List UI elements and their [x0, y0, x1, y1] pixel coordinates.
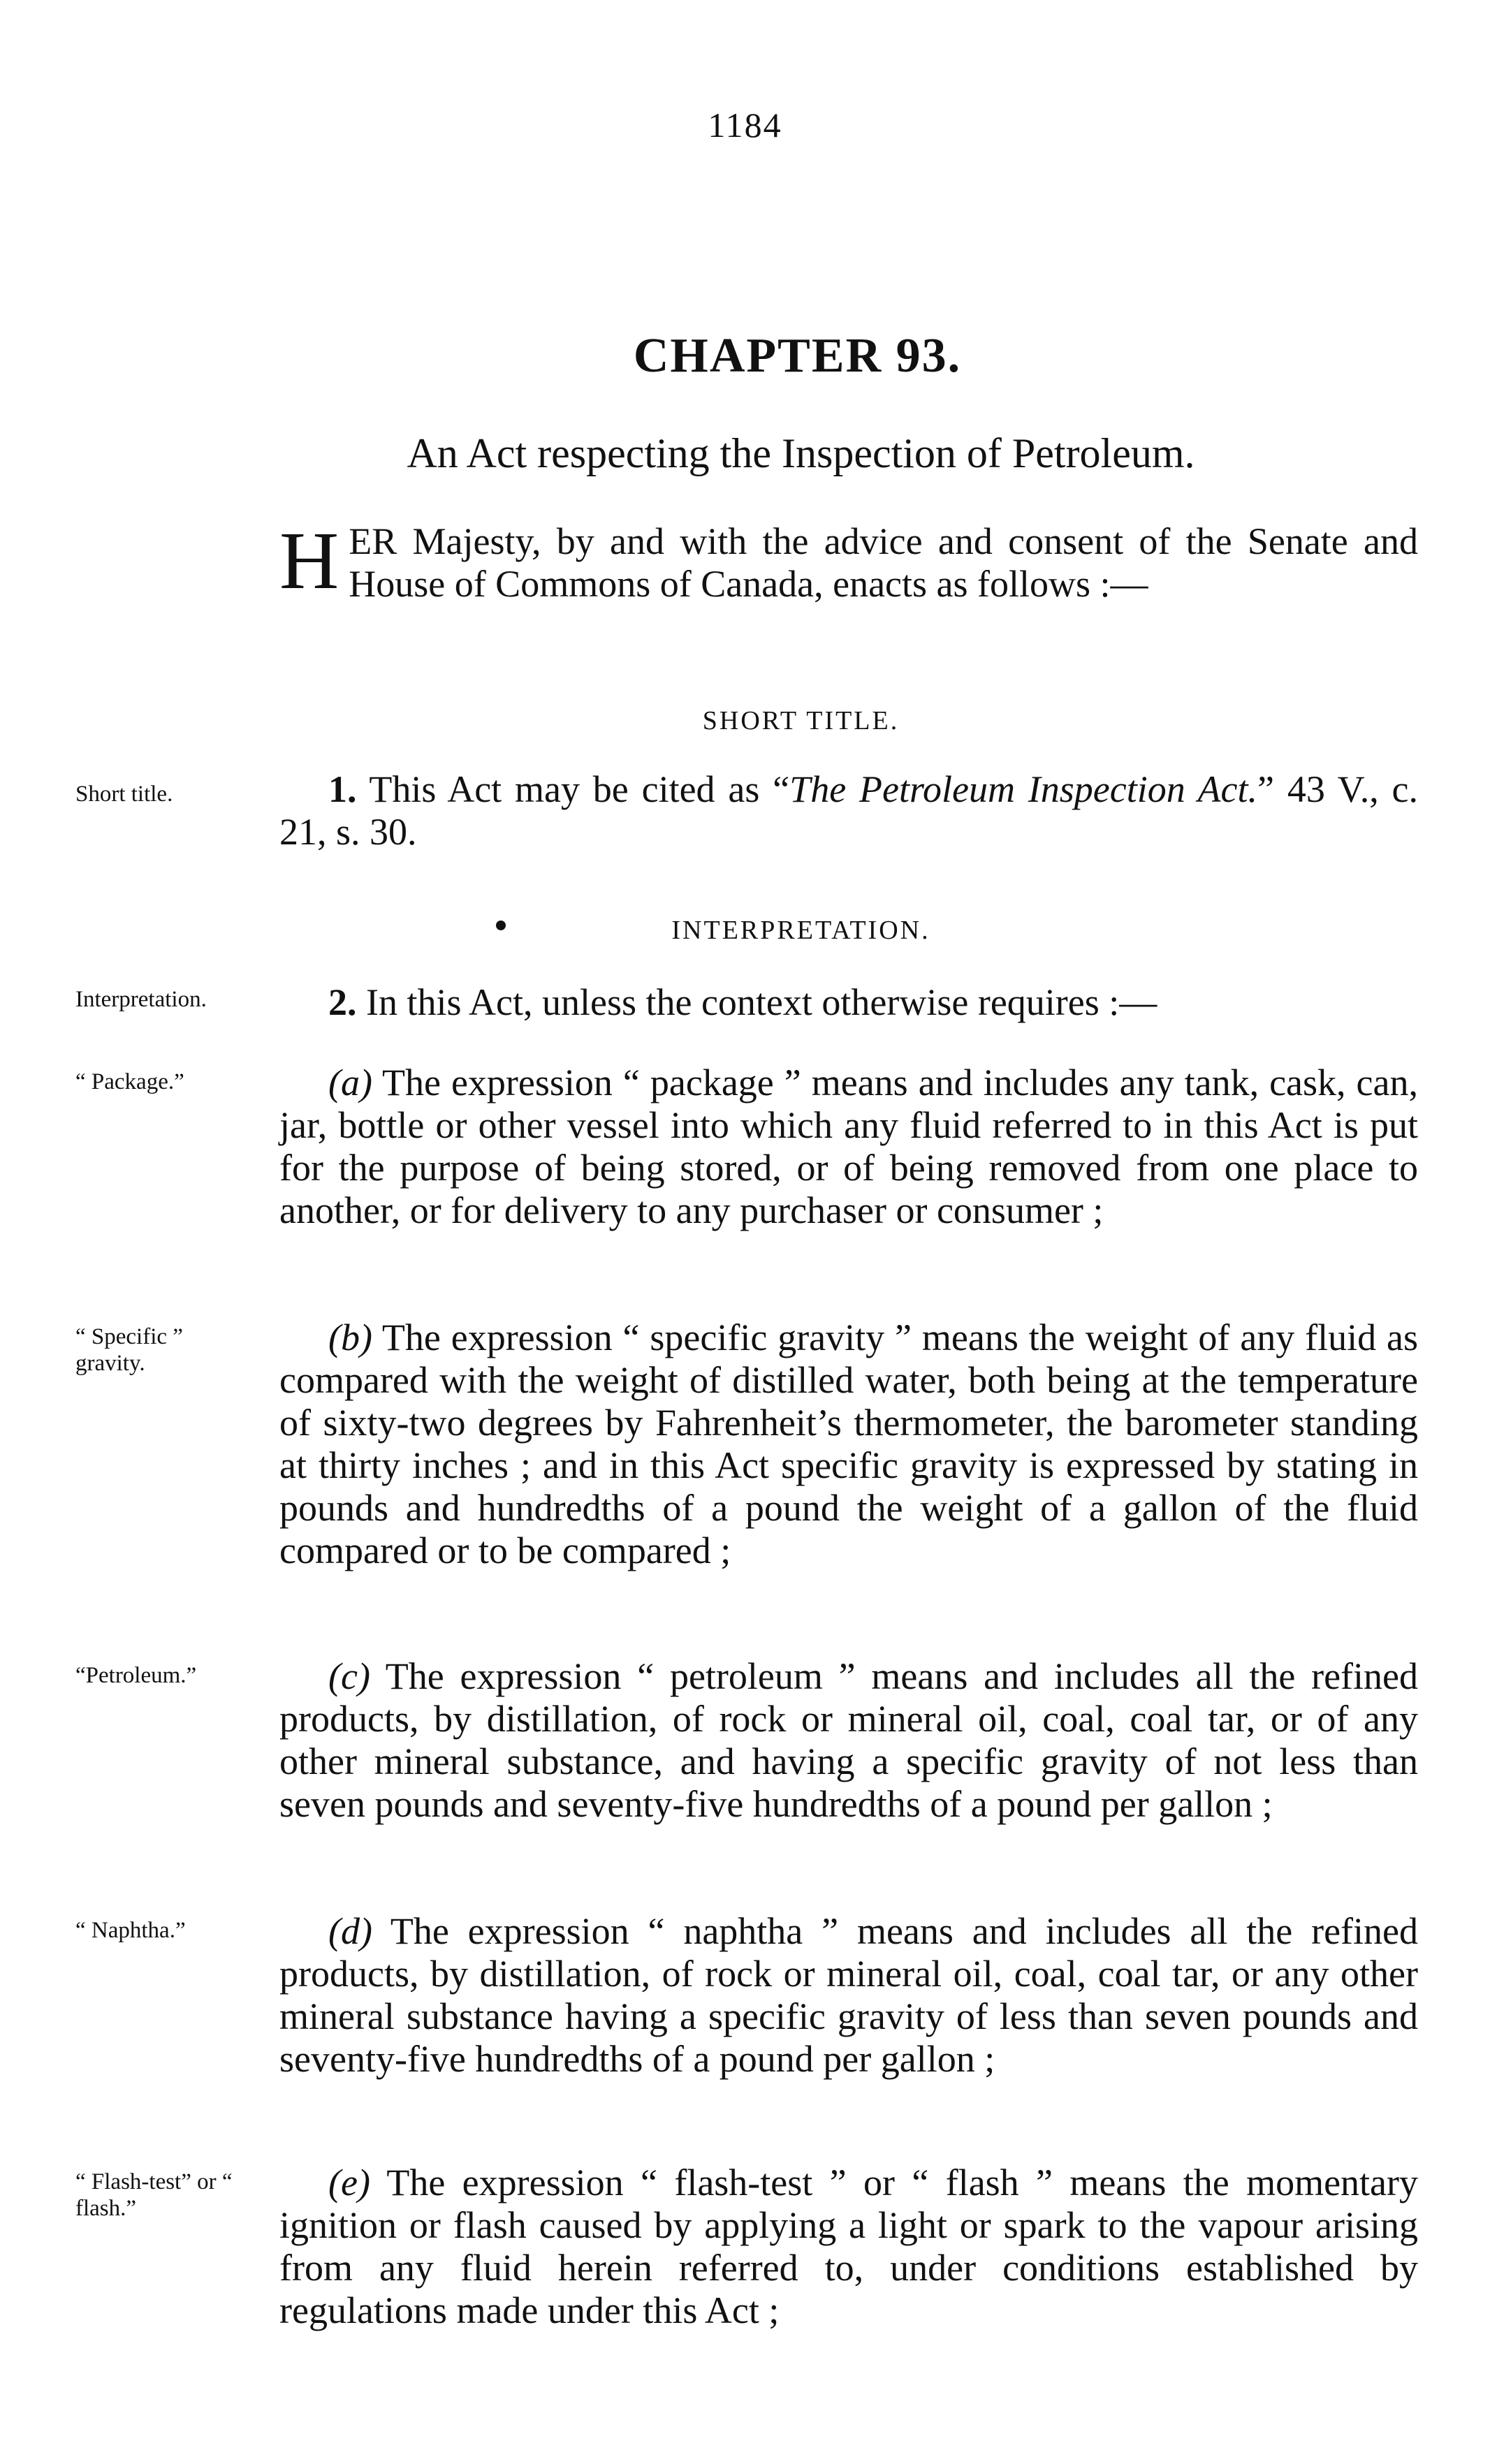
- section-1-text-before: This Act may be cited as “: [369, 768, 790, 810]
- section-2: [279, 981, 1418, 1024]
- chapter-title: CHAPTER 93.: [633, 329, 962, 383]
- interpretation-heading: INTERPRETATION.: [671, 916, 930, 945]
- clause-b: [279, 1317, 1418, 1572]
- clause-letter: (d): [328, 1910, 372, 1952]
- section-2-text: In this Act, unless the context otherwise requires :—: [366, 981, 1157, 1023]
- enacting-text: ER Majesty, by and with the advice and consent of the Senate and House of Commons of Canada, enacts as follows :—: [349, 520, 1418, 605]
- clause-a: [279, 1062, 1418, 1232]
- clause-text: The expression “ specific gravity ” means the weight of any fluid as compared with the weight of distilled water, both being at the temperature of sixty-two degrees by Fahrenheit’s thermometer, the barometer standing at thirty inches ; and in this Act specific gravity is expressed by stating in pounds and hundredths of a pound the weight of a gallon of the fluid compared or to be compared ;: [279, 1317, 1418, 1571]
- clause-letter: (a): [328, 1062, 372, 1103]
- short-title-heading: SHORT TITLE.: [702, 706, 900, 735]
- clause-text: The expression “ package ” means and includes any tank, cask, can, jar, bottle or other vessel into which any fluid referred to in this Act is put for the purpose of being stored, or of being removed from one place to another, or for delivery to any purchaser or consumer ;: [279, 1062, 1418, 1231]
- clause-d: [279, 1910, 1418, 2081]
- section-number: 1.: [328, 768, 357, 810]
- margin-note-package: “ Package.”: [75, 1069, 184, 1094]
- page-number: 1184: [708, 105, 782, 145]
- clause-c: [279, 1655, 1418, 1826]
- margin-note-interpretation: Interpretation.: [75, 987, 207, 1012]
- margin-note-specific-gravity: “ Specific ” gravity.: [75, 1324, 183, 1376]
- act-short-title: The Petroleum Inspection Act.: [789, 768, 1258, 810]
- clause-text: The expression “ petroleum ” means and includes all the refined products, by distillation, of rock or mineral oil, coal, coal tar, or of any other mineral substance, and having a specific gravity of not less than seven pounds and seventy-five hundredths of a pound per gallon ;: [279, 1655, 1418, 1825]
- enacting-clause: [279, 515, 1418, 606]
- dropcap: H: [279, 515, 339, 606]
- clause-e: [279, 2162, 1418, 2332]
- margin-note-petroleum: “Petroleum.”: [75, 1663, 197, 1688]
- section-number: 2.: [328, 981, 357, 1023]
- margin-note-flash-test: “ Flash-test” or “ flash.”: [75, 2169, 233, 2221]
- clause-text: The expression “ naphtha ” means and includes all the refined products, by distillation, of rock or mineral oil, coal, coal tar, or any other mineral substance having a specific gravity of less than seven pounds and seventy-five hundredths of a pound per gallon ;: [279, 1910, 1418, 2080]
- section-1-text-after: ” 43 V., c. 21, s. 30.: [279, 768, 1418, 853]
- act-title: An Act respecting the Inspection of Petroleum.: [407, 430, 1195, 476]
- section-1: [279, 768, 1418, 853]
- clause-letter: (b): [328, 1317, 372, 1358]
- margin-note-short-title: Short title.: [75, 782, 173, 807]
- margin-note-naphtha: “ Naphtha.”: [75, 1918, 186, 1943]
- clause-letter: (e): [328, 2162, 370, 2203]
- clause-text: The expression “ flash-test ” or “ flash ” means the momentary ignition or flash caused by applying a light or spark to the vapour arising from any fluid herein referred to, under conditions established by regulations made under this Act ;: [279, 2162, 1418, 2331]
- clause-letter: (c): [328, 1655, 370, 1697]
